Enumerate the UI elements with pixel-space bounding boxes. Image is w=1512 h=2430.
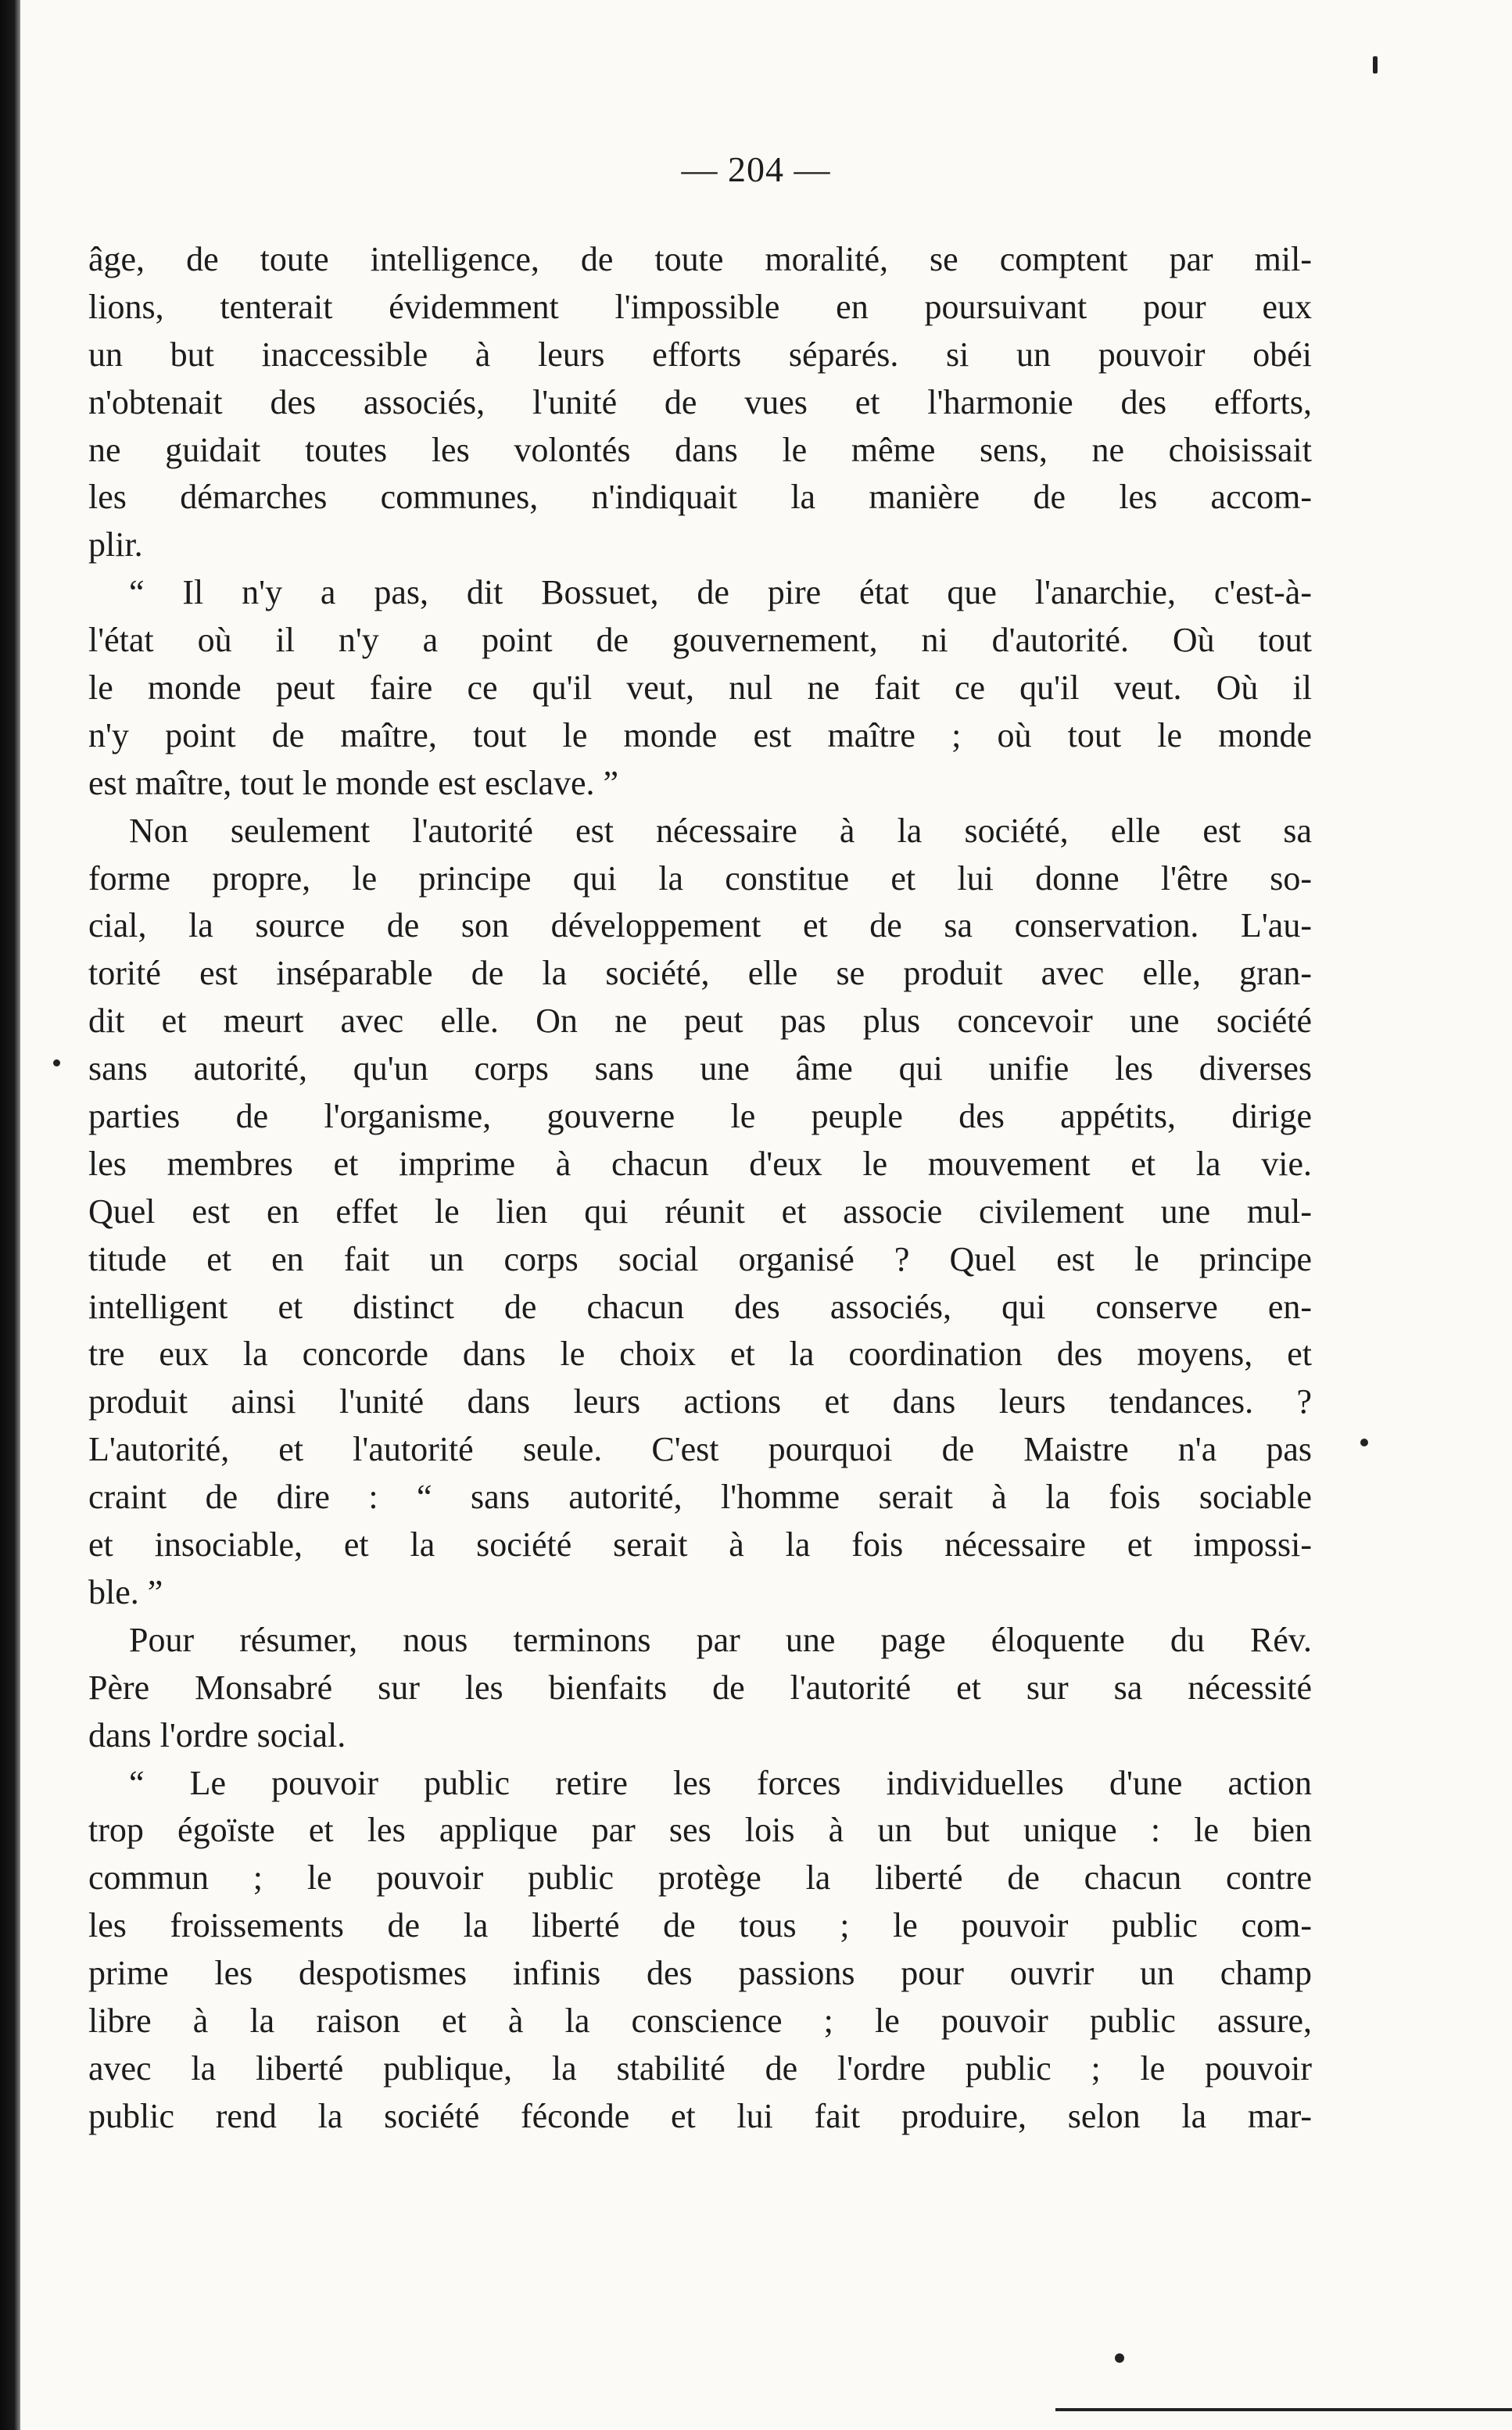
text-line: sans autorité, qu'un corps sans une âme qui unifie les diverses <box>88 1049 1312 1088</box>
text-line: craint de dire : “ sans autorité, l'homme serait à la fois sociable <box>88 1478 1312 1517</box>
text-line: est maître, tout le monde est esclave. ” <box>88 763 619 802</box>
bottom-rule <box>1055 2408 1512 2411</box>
text-line: plir. <box>88 525 143 564</box>
page-number: — 204 — <box>681 149 831 189</box>
text-line: Non seulement l'autorité est nécessaire à la société, elle est sa <box>129 811 1312 850</box>
ink-speck <box>53 1059 60 1066</box>
text-line: n'obtenait des associés, l'unité de vues et l'harmonie des efforts, <box>88 382 1312 421</box>
text-line: âge, de toute intelligence, de toute moralité, se comptent par mil- <box>88 240 1312 278</box>
text-line: un but inaccessible à leurs efforts séparés. si un pouvoir obéi <box>88 335 1312 374</box>
text-line: forme propre, le principe qui la constitue et lui donne l'être so- <box>88 858 1312 898</box>
text-line: “ Le pouvoir public retire les forces individuelles d'une action <box>129 1763 1312 1802</box>
text-line: tre eux la concorde dans le choix et la coordination des moyens, et <box>88 1335 1312 1374</box>
text-line: libre à la raison et à la conscience ; le pouvoir public assure, <box>88 2001 1312 2040</box>
text-line: les démarches communes, n'indiquait la manière de les accom- <box>88 478 1312 517</box>
body-text <box>88 236 1312 2141</box>
text-line: parties de l'organisme, gouverne le peuple des appétits, dirige <box>88 1097 1312 1136</box>
ink-speck <box>1373 56 1378 73</box>
text-line: dans l'ordre social. <box>88 1715 346 1754</box>
text-line: ne guidait toutes les volontés dans le même sens, ne choisissait <box>88 430 1312 469</box>
text-line: cial, la source de son développement et de sa conservation. L'au- <box>88 906 1312 945</box>
text-line: les froissements de la liberté de tous ; le pouvoir public com- <box>88 1906 1312 1945</box>
text-line: trop égoïste et les applique par ses lois à un but unique : le bien <box>88 1811 1312 1850</box>
text-line: Quel est en effet le lien qui réunit et associe civilement une mul- <box>88 1192 1312 1231</box>
text-line: lions, tenterait évidemment l'impossible en poursuivant pour eux <box>88 287 1312 326</box>
text-line: Pour résumer, nous terminons par une page éloquente du Rév. <box>129 1620 1312 1659</box>
text-line: intelligent et distinct de chacun des associés, qui conserve en- <box>88 1287 1312 1326</box>
text-line: Père Monsabré sur les bienfaits de l'autorité et sur sa nécessité <box>88 1668 1312 1707</box>
ink-speck <box>1360 1439 1368 1446</box>
text-line: n'y point de maître, tout le monde est maître ; où tout le monde <box>88 715 1312 754</box>
text-line: titude et en fait un corps social organisé ? Quel est le principe <box>88 1239 1312 1278</box>
ink-speck <box>1115 2353 1124 2363</box>
text-line: produit ainsi l'unité dans leurs actions et dans leurs tendances. ? <box>88 1382 1312 1421</box>
text-line: commun ; le pouvoir public protège la liberté de chacun contre <box>88 1858 1312 1898</box>
text-line: dit et meurt avec elle. On ne peut pas plus concevoir une société <box>88 1002 1312 1041</box>
text-line: public rend la société féconde et lui fait produire, selon la mar- <box>88 2096 1312 2135</box>
text-line: l'état où il n'y a point de gouvernement, ni d'autorité. Où tout <box>88 621 1312 660</box>
text-line: L'autorité, et l'autorité seule. C'est pourquoi de Maistre n'a pas <box>88 1430 1312 1469</box>
text-line: et insociable, et la société serait à la fois nécessaire et impossi- <box>88 1525 1312 1564</box>
text-line: le monde peut faire ce qu'il veut, nul ne fait ce qu'il veut. Où il <box>88 668 1312 708</box>
text-line: avec la liberté publique, la stabilité de l'ordre public ; le pouvoir <box>88 2048 1312 2088</box>
text-line: prime les despotismes infinis des passions pour ouvrir un champ <box>88 1954 1312 1993</box>
text-line: les membres et imprime à chacun d'eux le mouvement et la vie. <box>88 1144 1312 1183</box>
text-line: “ Il n'y a pas, dit Bossuet, de pire état que l'anarchie, c'est-à- <box>129 573 1312 612</box>
text-line: torité est inséparable de la société, elle se produit avec elle, gran- <box>88 954 1312 993</box>
binding-shadow <box>0 0 20 2430</box>
text-line: ble. ” <box>88 1572 163 1611</box>
